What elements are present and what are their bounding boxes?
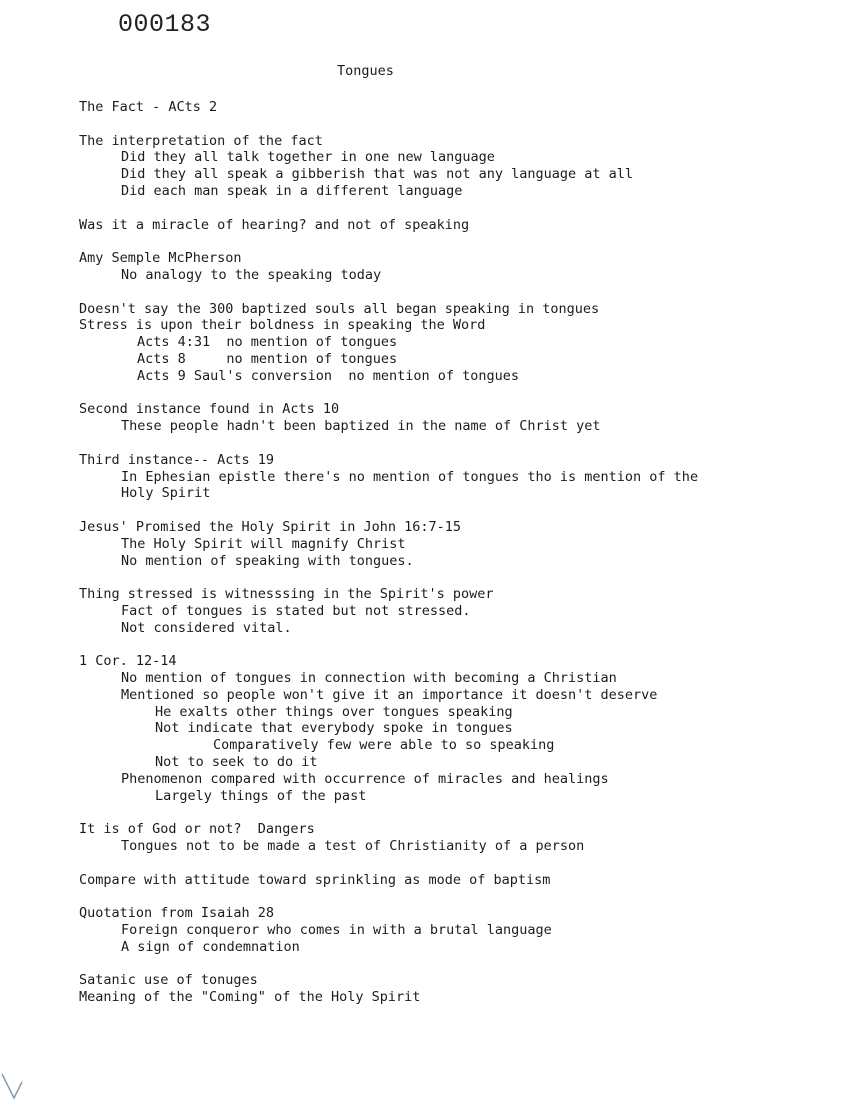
outline-subpoint: Comparatively few were able to so speaking [213, 737, 555, 754]
outline-subpoint: He exalts other things over tongues speaking [155, 703, 513, 720]
outline-heading: Quotation from Isaiah 28 [79, 905, 275, 922]
outline-subpoint: Did they all speak a gibberish that was not any language at all [121, 166, 634, 183]
outline-subpoint: Not to seek to do it [155, 754, 318, 771]
outline-subpoint: Phenomenon compared with occurrence of miracles and healings [121, 770, 609, 787]
outline-subpoint: Acts 8 no mention of tongues [137, 350, 398, 367]
outline-heading: Amy Semple McPherson [79, 250, 242, 267]
outline-subpoint: Fact of tongues is stated but not stressed. [121, 602, 471, 619]
outline-subpoint: Tongues not to be made a test of Christianity of a person [121, 838, 585, 855]
outline-heading: Third instance-- Acts 19 [79, 451, 275, 468]
outline-heading: 1 Cor. 12-14 [79, 653, 177, 670]
outline-heading: The interpretation of the fact [79, 132, 323, 149]
outline-heading: Stress is upon their boldness in speaking the Word [79, 317, 486, 334]
outline-subpoint: No mention of tongues in connection with becoming a Christian [121, 670, 617, 687]
page-id-stamp: 000183 [118, 10, 212, 39]
section-spacer [79, 435, 799, 452]
outline-heading: The Fact - ACts 2 [79, 99, 218, 115]
section-spacer [79, 888, 799, 905]
section-spacer [79, 637, 799, 654]
section-spacer [79, 233, 799, 250]
outline-subpoint: Did each man speak in a different language [121, 182, 463, 199]
outline-subpoint: The Holy Spirit will magnify Christ [121, 535, 406, 552]
outline-heading: Second instance found in Acts 10 [79, 401, 340, 418]
outline-heading: Satanic use of tonuges [79, 972, 258, 989]
page-title: Tongues [337, 63, 394, 79]
outline-heading: Jesus' Promised the Holy Spirit in John 16:7-15 [79, 518, 462, 535]
section-spacer [79, 116, 799, 133]
outline-subpoint: Acts 9 Saul's conversion no mention of tongues [137, 367, 520, 384]
document-body [79, 99, 799, 1006]
section-spacer [79, 804, 799, 821]
outline-subpoint: Mentioned so people won't give it an importance it doesn't deserve [121, 686, 658, 703]
section-spacer [79, 284, 799, 301]
section-spacer [79, 855, 799, 872]
outline-heading: It is of God or not? Dangers [79, 821, 315, 838]
outline-subpoint: Not considered vital. [121, 619, 292, 636]
outline-subpoint: Holy Spirit [121, 485, 211, 502]
outline-subpoint: Not indicate that everybody spoke in tongues [155, 720, 513, 737]
outline-subpoint: A sign of condemnation [121, 938, 300, 955]
outline-subpoint: Foreign conqueror who comes in with a brutal language [121, 922, 552, 939]
outline-subpoint: These people hadn't been baptized in the name of Christ yet [121, 418, 601, 435]
outline-subpoint: Did they all talk together in one new language [121, 149, 495, 166]
outline-subpoint: Acts 4:31 no mention of tongues [137, 334, 398, 351]
outline-heading: Thing stressed is witnesssing in the Spirit's power [79, 586, 494, 603]
section-spacer [79, 569, 799, 586]
outline-subpoint: No mention of speaking with tongues. [121, 552, 414, 569]
outline-heading: Meaning of the "Coming" of the Holy Spirit [79, 989, 421, 1006]
outline-subpoint: Largely things of the past [155, 787, 367, 804]
outline-heading: Compare with attitude toward sprinkling as mode of baptism [79, 871, 551, 888]
section-spacer [79, 956, 799, 973]
scan-mark-icon [0, 1070, 28, 1101]
outline-subpoint: No analogy to the speaking today [121, 266, 382, 283]
section-spacer [79, 385, 799, 402]
section-spacer [79, 502, 799, 519]
section-spacer [79, 200, 799, 217]
outline-subpoint: In Ephesian epistle there's no mention of tongues tho is mention of the [121, 468, 699, 485]
outline-heading: Doesn't say the 300 baptized souls all began speaking in tongues [79, 300, 600, 317]
outline-heading: Was it a miracle of hearing? and not of speaking [79, 216, 470, 233]
